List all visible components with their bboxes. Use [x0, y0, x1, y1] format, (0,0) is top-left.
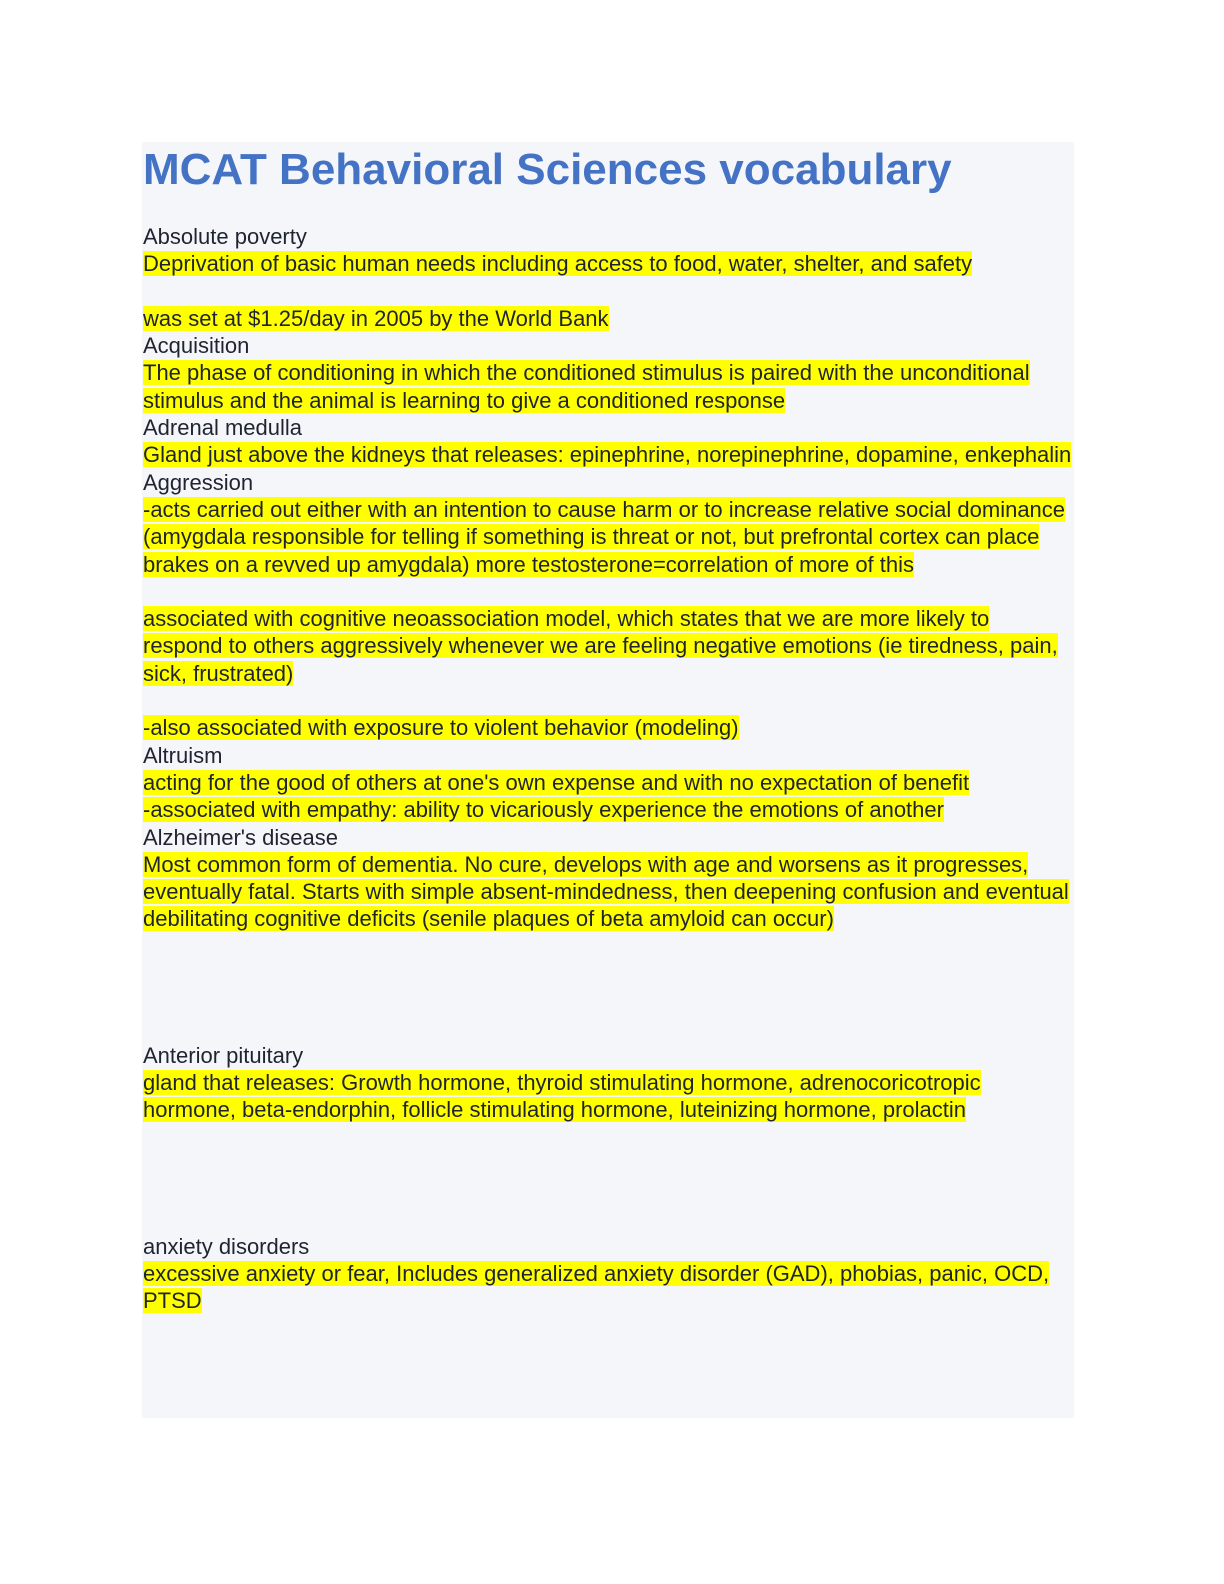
term-label: Aggression	[143, 469, 254, 495]
definition-text: was set at $1.25/day in 2005 by the World Bank	[143, 305, 609, 331]
document-title: MCAT Behavioral Sciences vocabulary	[143, 145, 952, 194]
vocab-entry-aggression	[143, 469, 1073, 742]
definition-text: -associated with empathy: ability to vicariously experience the emotions of another	[143, 797, 944, 823]
term-label: Acquisition	[143, 333, 250, 359]
vocab-entry-absolute-poverty	[143, 223, 1073, 332]
term-label: anxiety disorders	[143, 1233, 310, 1259]
term-label: Alzheimer's disease	[143, 824, 338, 850]
definition-text: acting for the good of others at one's own expense and with no expectation of benefit	[143, 769, 970, 795]
vocab-entry-anxiety-disorders	[143, 1233, 1073, 1315]
definition-text: excessive anxiety or fear, Includes generalized anxiety disorder (GAD), phobias, panic, OCD, PTSD	[143, 1260, 1050, 1314]
document-body	[143, 142, 1073, 1315]
definition-text: Gland just above the kidneys that releases: epinephrine, norepinephrine, dopamine, enkephalin	[143, 442, 1072, 468]
definition-text: Most common form of dementia. No cure, develops with age and worsens as it progresses, eventually fatal. Starts with simple absent-mindedness, then deepening confusion and eventual debilitating cognitive deficits (senile plaques of beta amyloid can occur)	[143, 851, 1069, 932]
definition-text: Deprivation of basic human needs including access to food, water, shelter, and safety	[143, 251, 973, 277]
definition-text: associated with cognitive neoassociation model, which states that we are more likely to respond to others aggressively whenever we are feeling negative emotions (ie tiredness, pain, sick, frustrated)	[143, 606, 1058, 686]
vocab-entry-acquisition	[143, 332, 1073, 414]
vocab-entry-alzheimers-disease	[143, 824, 1073, 933]
definition-text: -also associated with exposure to violent behavior (modeling)	[143, 715, 739, 741]
term-label: Anterior pituitary	[143, 1042, 304, 1068]
vocab-entry-adrenal-medulla	[143, 414, 1073, 469]
vocab-entry-anterior-pituitary	[143, 1042, 1073, 1124]
definition-text: gland that releases: Growth hormone, thyroid stimulating hormone, adrenocoricotropic hormone, beta-endorphin, follicle stimulating hormone, luteinizing hormone, prolactin	[143, 1070, 981, 1123]
vocab-entry-altruism	[143, 742, 1073, 824]
term-label: Adrenal medulla	[143, 415, 302, 441]
term-label: Altruism	[143, 742, 223, 768]
term-label: Absolute poverty	[143, 224, 307, 249]
definition-text: The phase of conditioning in which the conditioned stimulus is paired with the unconditional stimulus and the animal is learning to give a conditioned response	[143, 360, 1030, 413]
definition-text: -acts carried out either with an intention to cause harm or to increase relative social dominance (amygdala responsible for telling if something is threat or not, but prefrontal cortex can place brakes on a revved up amygdala) more testosterone=correlation of more of this	[143, 496, 1066, 577]
